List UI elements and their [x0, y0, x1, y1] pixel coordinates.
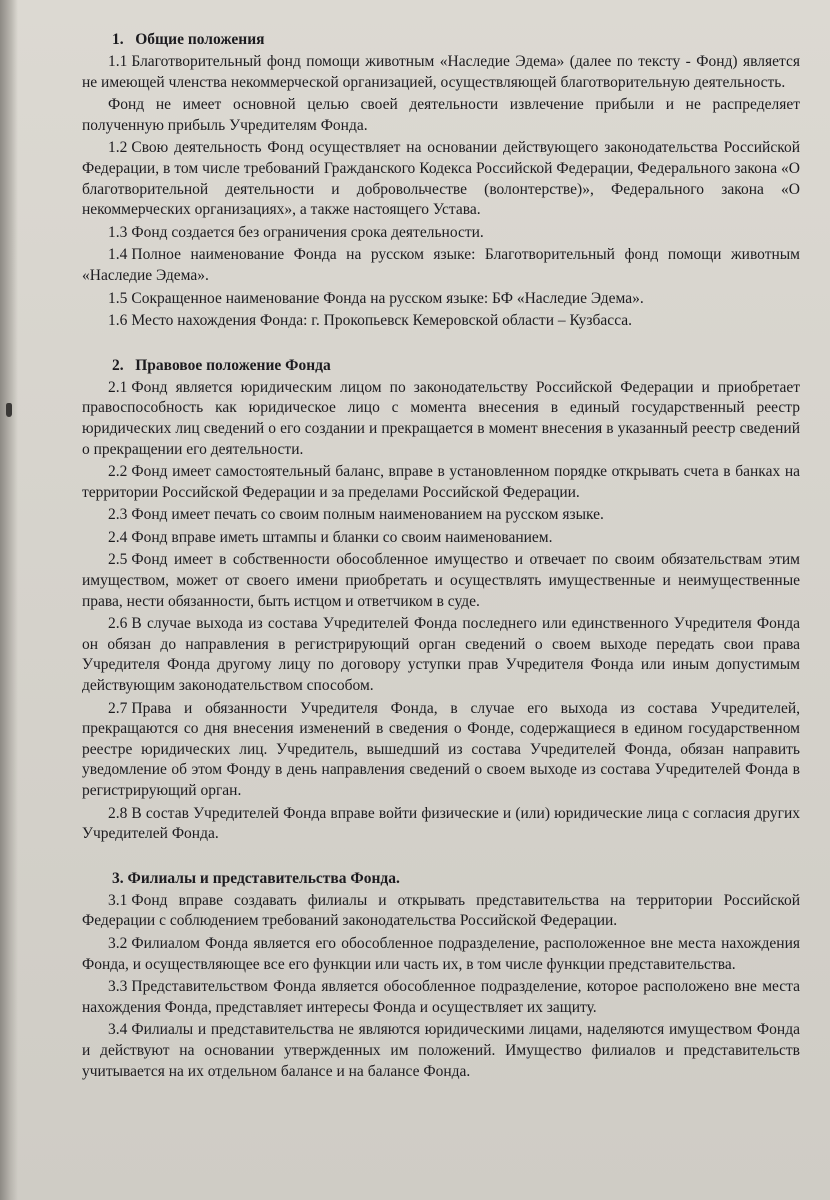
paragraph	[82, 614, 800, 696]
paragraph	[82, 977, 800, 1018]
section-heading: 1. Общие положения	[112, 31, 265, 48]
paragraph	[82, 138, 800, 220]
paragraph-number: 3.4	[108, 1021, 128, 1039]
paragraph	[82, 223, 800, 244]
paragraph-text: Представительством Фонда является обособленное подразделение, которое расположено вне места нахождения Фонда, представляет интересы Фонда и осуществляет их защиту.	[82, 978, 800, 1016]
paragraph	[82, 934, 800, 975]
paragraph	[82, 289, 800, 310]
paragraph-text: Свою деятельность Фонд осуществляет на основании действующего законодательства Российской Федерации, в том числе требований Гражданского Кодекса Российской Федерации, Федерального закона «О благотворительной деятельности и добровольчестве (волонтерстве)», Федерального закона «О некоммерческих организациях», а также настоящего Устава.	[82, 139, 800, 219]
paragraph-text: Фонд вправе создавать филиалы и открывать представительства на территории Российской Федерации с соблюдением требований законодательства Российской Федерации.	[82, 891, 800, 930]
margin-ink-mark	[6, 403, 12, 417]
paragraph-text: В случае выхода из состава Учредителей Фонда последнего или единственного Учредителя Фонда он обязан до направления в регистрирующий орган сведений о своем выходе передать свои права Учредителя Фонда другому лицу по договору уступки прав Учредителя Фонда или иным допустимым действующим законодательством способом.	[82, 615, 800, 695]
paragraph-number: 2.6	[108, 615, 128, 633]
paragraph	[82, 1020, 800, 1082]
paragraph-number: 3.2	[108, 934, 128, 952]
paragraph	[82, 95, 800, 136]
paragraph-number: 1.2	[108, 139, 128, 157]
paragraph	[82, 505, 800, 526]
paragraph-number: 2.7	[108, 699, 128, 717]
paragraph	[82, 699, 800, 802]
paragraph-number: 2.5	[108, 551, 128, 569]
paragraph	[82, 804, 800, 845]
section-general-provisions	[82, 30, 800, 332]
paragraph	[82, 550, 800, 612]
section-branches	[82, 869, 800, 1082]
paragraph-number: 2.4	[108, 528, 128, 546]
paragraph-text: Сокращенное наименование Фонда на русском языке: БФ «Наследие Эдема».	[131, 289, 644, 307]
section-heading: 2. Правовое положение Фонда	[112, 356, 331, 374]
paragraph-number: 2.3	[108, 506, 128, 524]
paragraph-text: Фонд является юридическим лицом по законодательству Российской Федерации и приобретает правоспособность как юридическое лицо с момента внесения в единый государственный реестр юридических лиц сведений о его создании и прекращается в момент внесения в указанный реестр сведений о прекращении его деятельности.	[82, 378, 800, 458]
section-legal-status	[82, 356, 800, 845]
paragraph-text: Место нахождения Фонда: г. Прокопьевск Кемеровской области – Кузбасса.	[131, 312, 633, 330]
paragraph-number: 2.1	[108, 378, 128, 396]
paragraph-number: 2.8	[108, 804, 128, 822]
paragraph-text: В состав Учредителей Фонда вправе войти физические и (или) юридические лица с согласия других Учредителей Фонда.	[82, 804, 800, 843]
paragraph	[82, 891, 800, 932]
paragraph-text: Фонд создается без ограничения срока деятельности.	[131, 223, 484, 241]
paragraph-text: Благотворительный фонд помощи животным «Наследие Эдема» (далее по тексту - Фонд) является не имеющей членства некоммерческой организацией, осуществляющей благотворительную деятельность.	[82, 53, 800, 91]
paragraph-number: 1.3	[108, 223, 128, 241]
paragraph-number: 1.5	[108, 289, 128, 307]
paragraph-text: Филиалом Фонда является его обособленное подразделение, расположенное вне места нахождения Фонда, и осуществляющее все его функции или часть их, в том числе функции представительства.	[82, 934, 800, 973]
paragraph	[82, 378, 800, 460]
paragraph-text: Фонд вправе иметь штампы и бланки со своим наименованием.	[131, 528, 553, 546]
paragraph-number: 1.1	[108, 53, 128, 70]
paragraph-text: Полное наименование Фонда на русском языке: Благотворительный фонд помощи животным «Наследие Эдема».	[82, 246, 800, 284]
paragraph	[82, 52, 800, 93]
page-fold-shadow	[0, 0, 18, 1200]
paragraph-text: Фонд имеет печать со своим полным наименованием на русском языке.	[131, 506, 604, 524]
paragraph-text: Филиалы и представительства не являются юридическими лицами, наделяются имуществом Фонда и действуют на основании утвержденных им положений. Имущество филиалов и представительств учитывается на их отдельном балансе и на балансе Фонда.	[82, 1021, 800, 1080]
paragraph-text: Фонд имеет в собственности обособленное имущество и отвечает по своим обязательствам этим имуществом, может от своего имени приобретать и осуществлять имущественные и неимущественные права, нести обязанности, быть истцом и ответчиком в суде.	[82, 551, 800, 610]
paragraph-number: 3.3	[108, 978, 128, 996]
paragraph-text: Фонд не имеет основной целью своей деятельности извлечение прибыли и не распределяет полученную прибыль Учредителям Фонда.	[82, 96, 800, 134]
paragraph-text: Права и обязанности Учредителя Фонда, в случае его выхода из состава Учредителей, прекращаются со дня внесения изменений в сведения о Фонде, содержащиеся в едином государственном реестре юридических лиц. Учредитель, вышедший из состава Учредителей Фонда, обязан направить уведомление об этом Фонду в день направления сведений о своем выходе из состава Учредителей Фонда в регистрирующий орган.	[82, 699, 800, 799]
paragraph-number: 1.4	[108, 246, 128, 264]
paragraph	[82, 311, 800, 332]
paragraph	[82, 245, 800, 286]
paragraph-number: 3.1	[108, 891, 128, 909]
paragraph-number: 1.6	[108, 312, 128, 330]
paragraph	[82, 462, 800, 503]
paragraph	[82, 528, 800, 549]
section-heading: 3. Филиалы и представительства Фонда.	[112, 869, 400, 887]
paragraph-number: 2.2	[108, 463, 128, 481]
paragraph-text: Фонд имеет самостоятельный баланс, вправе в установленном порядке открывать счета в банках на территории Российской Федерации и за пределами Российской Федерации.	[82, 463, 800, 501]
